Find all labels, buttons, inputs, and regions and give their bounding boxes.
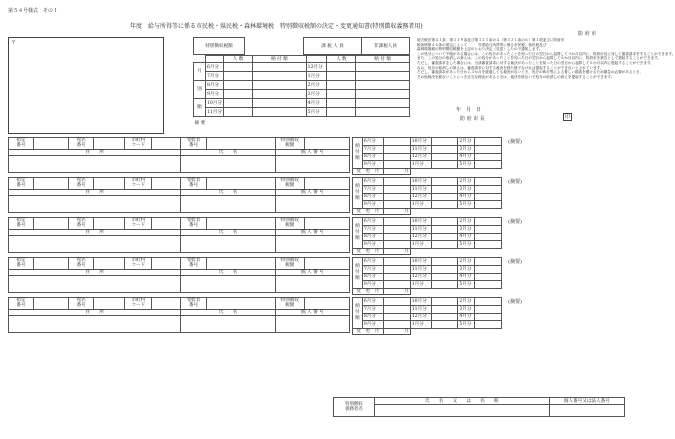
payment-field[interactable] (383, 153, 410, 161)
payment-field[interactable] (383, 145, 410, 153)
col-header: 人 数 (223, 56, 252, 63)
month-label: 11月分 (206, 109, 222, 115)
month-label: 4月分 (458, 153, 475, 161)
recipient-no-label: 受給者 番号 (181, 258, 206, 270)
municipality-code-label: 市町村 コード (125, 178, 152, 190)
name-field[interactable] (181, 276, 275, 293)
payment-field[interactable] (431, 145, 458, 153)
tax-amount-label: 特別徴収 税額 (275, 218, 304, 230)
address-label: 住 所 (9, 270, 181, 276)
change-month-label: 変 更 月 (353, 249, 384, 255)
recipient-no-label: 受給者 番号 (181, 178, 206, 190)
month-label: 1月分 (410, 321, 431, 329)
payment-field[interactable] (431, 321, 458, 329)
payment-field[interactable] (383, 305, 410, 313)
payment-label: 納付額 (353, 298, 363, 329)
month-label: 7月分 (362, 305, 383, 313)
record-remarks: (摘要) (508, 259, 522, 265)
payment-field[interactable] (431, 153, 458, 161)
month-label: 5月分 (458, 281, 475, 289)
payment-field[interactable] (431, 258, 458, 266)
month-label: 7月分 (362, 225, 383, 233)
month-label: 5月分 (458, 241, 475, 249)
name-label: 氏 名 (181, 270, 275, 276)
seal: 印 (565, 114, 571, 120)
payment-field[interactable] (475, 145, 502, 153)
payment-field[interactable] (475, 273, 502, 281)
personal-no-field[interactable] (275, 276, 349, 293)
name-field[interactable] (181, 236, 275, 253)
municipality-code-field[interactable] (152, 138, 181, 150)
city-label: 防 府 市 (578, 31, 597, 37)
personal-no-label: 個 人 番 号 (275, 270, 349, 276)
recipient-no-field[interactable] (206, 258, 275, 270)
payment-field[interactable] (431, 233, 458, 241)
tax-amount-label: 特別徴収 税額 (275, 138, 304, 150)
month-label: 10月分 (206, 100, 222, 106)
month-label: 3月分 (458, 185, 475, 193)
payment-table (352, 177, 502, 215)
month-label: 2月分 (458, 178, 475, 186)
notice-line: ただし、審査請求をした場合には、当該審査請求に対する裁決があったことを知った日の翌日から起算して６か月以内に提起することができます。 (417, 60, 654, 65)
month-label: 7月分 (205, 72, 223, 81)
month-label: 6月分 (362, 298, 383, 306)
payment-field[interactable] (431, 313, 458, 321)
date-label: 年 月 日 (456, 107, 482, 113)
tax-amount-label: 特別徴収 税額 (275, 298, 304, 310)
payment-label: 納付額 (353, 138, 363, 169)
obligor-label: 特別徴収 義務者名 (334, 398, 375, 417)
record-left (8, 257, 350, 293)
recipient-no-label: 受給者 番号 (181, 298, 206, 310)
personal-no-field[interactable] (275, 156, 349, 173)
month-label: 6月分 (205, 63, 223, 72)
payment-field[interactable] (431, 281, 458, 289)
month-label: 4月分 (306, 99, 327, 108)
designation-no-field[interactable] (34, 178, 69, 190)
record-left (8, 137, 350, 173)
name-label: 氏 名 (181, 190, 275, 196)
notice-line: なお、処分の取消しの訴えは、審査請求に対する裁決を経た後でなければ提起することができないとされています。 (417, 65, 604, 70)
municipality-code-field[interactable] (152, 298, 181, 310)
month-label: 1月分 (410, 241, 431, 249)
obligor-name-field[interactable] (374, 405, 549, 417)
payment-field[interactable] (383, 178, 410, 186)
month-label: 12月分 (410, 273, 431, 281)
month-label: 1月分 (306, 72, 327, 81)
col-header: 納 付 額 (253, 56, 307, 63)
month-label: 6月分 (362, 178, 383, 186)
tax-amount-label: 特別徴収 税額 (275, 258, 304, 270)
change-month-field[interactable]: 月 (383, 249, 410, 255)
month-label: 12月分 (410, 313, 431, 321)
notice-line: 森林環境税の特別徴収税額を上記のとおり決定（変更）したので通知します。 (417, 47, 543, 52)
municipality-code-field[interactable] (152, 218, 181, 230)
obligor-id-field[interactable] (549, 405, 624, 417)
address-field[interactable] (9, 156, 181, 173)
payment-field[interactable] (475, 153, 502, 161)
side-label: 月 (194, 63, 206, 81)
month-label: 10月分 (410, 178, 431, 186)
payment-field[interactable] (383, 258, 410, 266)
month-label: 12月分 (410, 153, 431, 161)
month-label: 12月分 (306, 63, 327, 72)
payment-field[interactable] (383, 193, 410, 201)
summary-table (193, 37, 410, 55)
month-label: 8月分 (362, 233, 383, 241)
payment-field[interactable] (475, 258, 502, 266)
payment-field[interactable] (383, 313, 410, 321)
month-label: 2月分 (306, 81, 327, 90)
month-label: 4月分 (458, 313, 475, 321)
designation-no-field[interactable] (34, 218, 69, 230)
addressee-no-label: 宛名 番号 (69, 298, 94, 310)
designation-no-label: 指定 番号 (9, 258, 34, 270)
side-label: 額 (194, 99, 206, 117)
month-label: 10月分 (410, 258, 431, 266)
month-label: 1月分 (410, 201, 431, 209)
payment-field[interactable] (383, 138, 410, 146)
change-month-label: 変 更 月 (353, 329, 384, 335)
addressee-no-label: 宛名 番号 (69, 138, 94, 150)
payment-field[interactable] (383, 233, 410, 241)
month-label: 3月分 (458, 225, 475, 233)
recipient-no-field[interactable] (206, 298, 275, 310)
payment-field[interactable] (383, 281, 410, 289)
summary-title: 特別徴収税額 (194, 38, 245, 55)
payment-field[interactable] (383, 273, 410, 281)
addressee-no-field[interactable] (94, 178, 125, 190)
mayor-label: 防 府 市 長 (460, 116, 485, 122)
tax-amount-field[interactable] (304, 218, 349, 230)
personal-no-label: 個 人 番 号 (275, 190, 349, 196)
payment-field[interactable] (475, 201, 502, 209)
addressee-no-label: 宛名 番号 (69, 218, 94, 230)
payment-field[interactable] (383, 241, 410, 249)
address-label: 住 所 (9, 230, 181, 236)
month-label: 8月分 (362, 273, 383, 281)
address-field[interactable] (9, 276, 181, 293)
month-label: 10月分 (410, 218, 431, 226)
footer-table (333, 397, 625, 417)
notice-text (417, 38, 675, 79)
payment-field[interactable] (383, 298, 410, 306)
month-label: 11月分 (410, 185, 431, 193)
personal-no-field[interactable] (275, 236, 349, 253)
payment-field[interactable] (475, 233, 502, 241)
month-label: 8月分 (362, 193, 383, 201)
month-label: 11月分 (410, 305, 431, 313)
taxable-label: 課 税 人 員 (304, 38, 362, 55)
payment-field[interactable] (431, 265, 458, 273)
tax-amount-label: 特別徴収 税額 (275, 178, 304, 190)
change-month-field[interactable]: 月 (383, 329, 410, 335)
notice-line: その他裁決を経ないことにつき正当な理由があるときは、裁決を経ないで処分の取消しの訴えを提起することができます。 (417, 74, 615, 79)
month-label: 8月分 (362, 153, 383, 161)
month-label: 6月分 (362, 218, 383, 226)
month-label: 9月分 (362, 241, 383, 249)
record-left (8, 297, 350, 333)
month-label: 3月分 (458, 145, 475, 153)
personal-no-label: 個 人 番 号 (275, 310, 349, 316)
address-field[interactable] (9, 316, 181, 333)
change-month-label: 変 更 月 (353, 169, 384, 175)
form-number: 第５４号様式 その１ (8, 8, 59, 14)
payment-field[interactable] (475, 178, 502, 186)
notice-line: 地方税法第４１条、第３１９条及び第３２１条の４（第３２１条の６）第１項並びに防府市 (417, 38, 565, 42)
payment-field[interactable] (475, 321, 502, 329)
payment-field[interactable] (475, 218, 502, 226)
notice-line: 税条例第４６条の規定によって 年度給与所得等に係る市民税、県民税及び (417, 42, 547, 47)
record-left (8, 217, 350, 253)
month-label: 5月分 (458, 321, 475, 329)
month-label: 9月分 (362, 201, 383, 209)
designation-no-label: 指定 番号 (9, 298, 34, 310)
month-label: 9月分 (362, 161, 383, 169)
payment-table (352, 217, 502, 255)
month-label: 9月分 (362, 321, 383, 329)
payment-field[interactable] (475, 193, 502, 201)
personal-no-field[interactable] (275, 316, 349, 333)
month-label: 9月分 (205, 90, 223, 99)
summary-remarks: 摘 要 (194, 120, 206, 126)
change-month-field[interactable]: 月 (383, 169, 410, 175)
record-remarks: (摘要) (508, 219, 522, 225)
payment-field[interactable] (431, 193, 458, 201)
addressee-no-field[interactable] (94, 258, 125, 270)
personal-no-label: 個 人 番 号 (275, 150, 349, 156)
addressee-no-label: 宛名 番号 (69, 258, 94, 270)
payment-label: 納付額 (353, 258, 363, 289)
payment-field[interactable] (431, 305, 458, 313)
address-label: 住 所 (9, 190, 181, 196)
month-label: 4月分 (458, 193, 475, 201)
tax-amount-field[interactable] (304, 178, 349, 190)
payment-field[interactable] (383, 265, 410, 273)
month-label: 4月分 (458, 273, 475, 281)
designation-no-field[interactable] (34, 298, 69, 310)
municipality-code-label: 市町村 コード (125, 138, 152, 150)
month-label: 10月分 (410, 138, 431, 146)
month-label: 5月分 (306, 108, 327, 117)
tax-amount-field[interactable] (304, 258, 349, 270)
personal-no-label: 個 人 番 号 (275, 230, 349, 236)
payment-field[interactable] (383, 225, 410, 233)
address-box (8, 37, 164, 134)
month-label: 1月分 (410, 281, 431, 289)
month-label: 11月分 (410, 265, 431, 273)
addressee-no-field[interactable] (94, 138, 125, 150)
change-month-label: 変 更 月 (353, 209, 384, 215)
name-field[interactable] (181, 196, 275, 213)
payment-field[interactable] (431, 178, 458, 186)
month-label: 6月分 (362, 138, 383, 146)
payment-field[interactable] (431, 241, 458, 249)
municipality-code-field[interactable] (152, 178, 181, 190)
addressee-no-field[interactable] (94, 298, 125, 310)
municipality-code-field[interactable] (152, 258, 181, 270)
postal-mark: 〒 (11, 40, 17, 46)
recipient-no-field[interactable] (206, 218, 275, 230)
payment-field[interactable] (431, 273, 458, 281)
record-remarks: (摘要) (508, 179, 522, 185)
month-label: 7月分 (362, 265, 383, 273)
col-header: 納 付 額 (356, 56, 410, 63)
record-remarks: (摘要) (508, 299, 522, 305)
recipient-no-label: 受給者 番号 (181, 138, 206, 150)
obligor-id-header: 個人番号又は法人番号 (549, 398, 624, 405)
month-label: 6月分 (362, 258, 383, 266)
payment-field[interactable] (475, 298, 502, 306)
month-label: 3月分 (458, 265, 475, 273)
payment-label: 納付額 (353, 178, 363, 209)
month-label: 4月分 (458, 233, 475, 241)
non-taxable-label: 非課税人員 (362, 38, 410, 55)
address-label: 住 所 (9, 150, 181, 156)
designation-no-label: 指定 番号 (9, 178, 34, 190)
month-label: 12月分 (410, 233, 431, 241)
month-label: 7月分 (362, 145, 383, 153)
payment-field[interactable] (475, 281, 502, 289)
address-field[interactable] (9, 236, 181, 253)
personal-no-field[interactable] (275, 196, 349, 213)
designation-no-field[interactable] (34, 258, 69, 270)
payment-field[interactable] (431, 218, 458, 226)
col-header: 人 数 (327, 56, 356, 63)
municipality-code-label: 市町村 コード (125, 258, 152, 270)
payment-field[interactable] (383, 161, 410, 169)
payment-field[interactable] (475, 265, 502, 273)
tax-amount-field[interactable] (304, 298, 349, 310)
month-label: 5月分 (458, 201, 475, 209)
payment-table (352, 137, 502, 175)
month-label: 12月分 (410, 193, 431, 201)
payment-field[interactable] (475, 241, 502, 249)
payment-field[interactable] (475, 161, 502, 169)
summary-grid (193, 55, 410, 130)
month-label: 11月分 (410, 145, 431, 153)
recipient-no-label: 受給者 番号 (181, 218, 206, 230)
payment-field[interactable] (431, 161, 458, 169)
designation-no-label: 指定 番号 (9, 138, 34, 150)
payment-field[interactable] (475, 313, 502, 321)
change-month-field[interactable]: 月 (383, 209, 410, 215)
obligor-name-header: 氏 名 又 は 名 称 (374, 398, 549, 405)
notice-line: ただし、審査請求があった日から３か月を経過しても裁決がないとき、処分の執行等による著しい損害を避けるため緊急の必要があるとき、 (417, 70, 644, 75)
payment-field[interactable] (475, 305, 502, 313)
month-label: 8月分 (362, 313, 383, 321)
payment-field[interactable] (431, 201, 458, 209)
addressee-no-field[interactable] (94, 218, 125, 230)
municipality-code-label: 市町村 コード (125, 218, 152, 230)
payment-field[interactable] (383, 185, 410, 193)
name-field[interactable] (181, 156, 275, 173)
payment-field[interactable] (383, 321, 410, 329)
payment-table (352, 257, 502, 295)
name-label: 氏 名 (181, 310, 275, 316)
name-field[interactable] (181, 316, 275, 333)
payment-label: 納付額 (353, 218, 363, 249)
document-title: 年度 給与所得等に係る市民税・県民税・森林環境税 特別徴収税額の決定・変更通知書(特別徴収義務者用) (130, 23, 423, 30)
month-label: 5月分 (458, 161, 475, 169)
address-label: 住 所 (9, 310, 181, 316)
name-label: 氏 名 (181, 150, 275, 156)
month-label: 2月分 (458, 218, 475, 226)
payment-field[interactable] (431, 225, 458, 233)
change-month-label: 変 更 月 (353, 289, 384, 295)
change-month-field[interactable]: 月 (383, 289, 410, 295)
payment-field[interactable] (383, 218, 410, 226)
notice-line: この処分について不服がある場合には、この処分があったことを知った日の翌日から起算して３か月以内に、防府市長に対して審査請求をすることができます。 (417, 51, 675, 56)
month-label: 2月分 (458, 138, 475, 146)
name-label: 氏 名 (181, 230, 275, 236)
record-remarks: (摘要) (508, 139, 522, 145)
payment-field[interactable] (431, 138, 458, 146)
notice-line: また、この処分の取消しの訴えは、この処分があったことを知った日の翌日から起算して６か月以内に、防府市を被告として提起することができます。 (417, 56, 662, 61)
month-label: 2月分 (458, 298, 475, 306)
month-label: 1月分 (410, 161, 431, 169)
designation-no-label: 指定 番号 (9, 218, 34, 230)
record-left (8, 177, 350, 213)
designation-no-field[interactable] (34, 138, 69, 150)
addressee-no-label: 宛名 番号 (69, 178, 94, 190)
payment-field[interactable] (431, 298, 458, 306)
month-label: 8月分 (205, 81, 223, 90)
month-label: 11月分 (410, 225, 431, 233)
recipient-no-field[interactable] (206, 138, 275, 150)
tax-amount-field[interactable] (304, 138, 349, 150)
payment-field[interactable] (475, 225, 502, 233)
municipality-code-label: 市町村 コード (125, 298, 152, 310)
address-field[interactable] (9, 196, 181, 213)
month-label: 7月分 (362, 185, 383, 193)
month-label: 9月分 (362, 281, 383, 289)
month-label: 3月分 (458, 305, 475, 313)
recipient-no-field[interactable] (206, 178, 275, 190)
payment-field[interactable] (431, 185, 458, 193)
side-label: 別 (194, 81, 206, 99)
month-label: 2月分 (458, 258, 475, 266)
month-label: 3月分 (306, 90, 327, 99)
payment-field[interactable] (383, 201, 410, 209)
payment-table (352, 297, 502, 335)
month-label: 10月分 (410, 298, 431, 306)
payment-field[interactable] (475, 138, 502, 146)
payment-field[interactable] (475, 185, 502, 193)
